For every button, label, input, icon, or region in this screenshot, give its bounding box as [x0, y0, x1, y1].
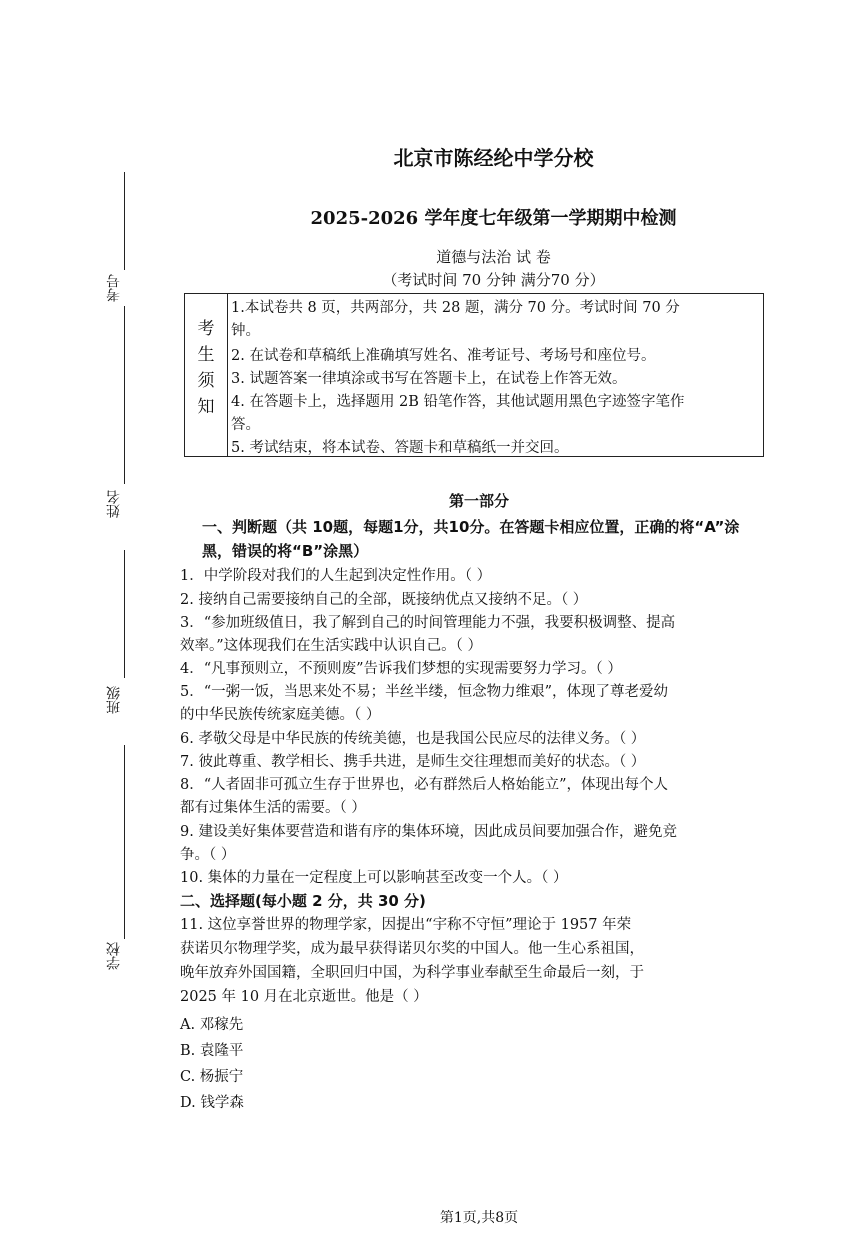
question-line: 晚年放弃外国国籍，全职回归中国，为科学事业奉献至生命最后一刻，于	[180, 965, 644, 981]
school-title: 北京市陈经纶中学分校	[393, 146, 594, 170]
binding-line	[124, 306, 125, 484]
question-line: 效率。”这体现我们在生活实践中认识自己。（ ）	[180, 638, 483, 654]
question-line: 2025 年 10 月在北京逝世。他是（ ）	[180, 989, 428, 1005]
section-heading: 一、判断题（共 10题，每题1分，共10分。在答题卡相应位置，正确的将“A”涂	[202, 518, 740, 536]
notice-heading-char: 须	[197, 371, 215, 391]
question-line: 9. 建设美好集体要营造和谐有序的集体环境，因此成员间要加强合作，避免竞	[180, 824, 677, 840]
question-line: 都有过集体生活的需要。（ ）	[180, 800, 366, 816]
section-heading: 二、选择题(每小题 2 分，共 30 分)	[180, 892, 426, 910]
subject-title: 道德与法治 试 卷	[436, 248, 551, 266]
question-line: 的中华民族传统家庭美德。（ ）	[180, 707, 381, 723]
notice-line: 5. 考试结束，将本试卷、答题卡和草稿纸一并交回。	[231, 440, 569, 456]
notice-heading	[185, 294, 228, 456]
binding-line	[124, 745, 125, 939]
question-line: 11. 这位享誉世界的物理学家，因提出“宇称不守恒”理论于 1957 年荣	[180, 917, 632, 933]
option-b: B. 袁隆平	[180, 1043, 244, 1059]
question-line: 争。（ ）	[180, 847, 236, 863]
part-heading: 第一部分	[448, 492, 509, 510]
notice-line: 4. 在答题卡上，选择题用 2B 铅笔作答，其他试题用黑色字迹签字笔作	[231, 394, 685, 410]
question-line: 6. 孝敬父母是中华民族的传统美德，也是我国公民应尽的法律义务。（ ）	[180, 731, 646, 747]
side-label-school: 学校	[106, 942, 122, 970]
exam-time: （考试时间 70 分钟 满分70 分）	[382, 271, 605, 289]
question-line: 8．“人者固非可孤立生存于世界也，必有群然后人格始能立”，体现出每个人	[180, 777, 669, 793]
section-heading: 黑，错误的将“B”涂黑）	[202, 542, 369, 560]
notice-heading-char: 生	[197, 345, 215, 365]
option-c: C. 杨振宁	[180, 1069, 244, 1085]
notice-heading-char: 考	[197, 319, 215, 339]
notice-line: 答。	[231, 417, 260, 433]
question-line: 3．“参加班级值日，我了解到自己的时间管理能力不强，我要积极调整、提高	[180, 615, 676, 631]
page-number: 第1页,共8页	[439, 1210, 519, 1226]
question-line: 5．“一粥一饭，当思来处不易；半丝半缕，恒念物力维艰”，体现了尊老爱幼	[180, 684, 669, 700]
question-line: 10. 集体的力量在一定程度上可以影响甚至改变一个人。（ ）	[180, 870, 568, 886]
candidate-notice-box	[184, 293, 764, 457]
notice-line: 钟。	[231, 323, 260, 339]
option-d: D. 钱学森	[180, 1095, 244, 1111]
question-line: 4．“凡事预则立，不预则废”告诉我们梦想的实现需要努力学习。（ ）	[180, 661, 622, 677]
side-label-exam-number: 考号	[106, 274, 122, 302]
notice-line: 2. 在试卷和草稿纸上准确填写姓名、准考证号、考场号和座位号。	[231, 348, 656, 364]
exam-title: 2025-2026 学年度七年级第一学期期中检测	[310, 208, 677, 229]
side-label-class: 班级	[106, 686, 122, 714]
option-a: A. 邓稼先	[180, 1017, 244, 1033]
notice-line: 3. 试题答案一律填涂或书写在答题卡上，在试卷上作答无效。	[231, 371, 627, 387]
notice-heading-char: 知	[197, 397, 215, 417]
question-line: 1．中学阶段对我们的人生起到决定性作用。（ ）	[180, 568, 492, 584]
side-label-name: 姓名	[106, 490, 122, 518]
notice-line: 1.本试卷共 8 页，共两部分，共 28 题，满分 70 分。考试时间 70 分	[231, 300, 680, 316]
binding-line	[124, 550, 125, 678]
question-line: 获诺贝尔物理学奖，成为最早获得诺贝尔奖的中国人。他一生心系祖国，	[180, 941, 644, 957]
question-line: 7. 彼此尊重、教学相长、携手共进，是师生交往理想而美好的状态。（ ）	[180, 754, 646, 770]
question-line: 2. 接纳自己需要接纳自己的全部，既接纳优点又接纳不足。（ ）	[180, 592, 588, 608]
